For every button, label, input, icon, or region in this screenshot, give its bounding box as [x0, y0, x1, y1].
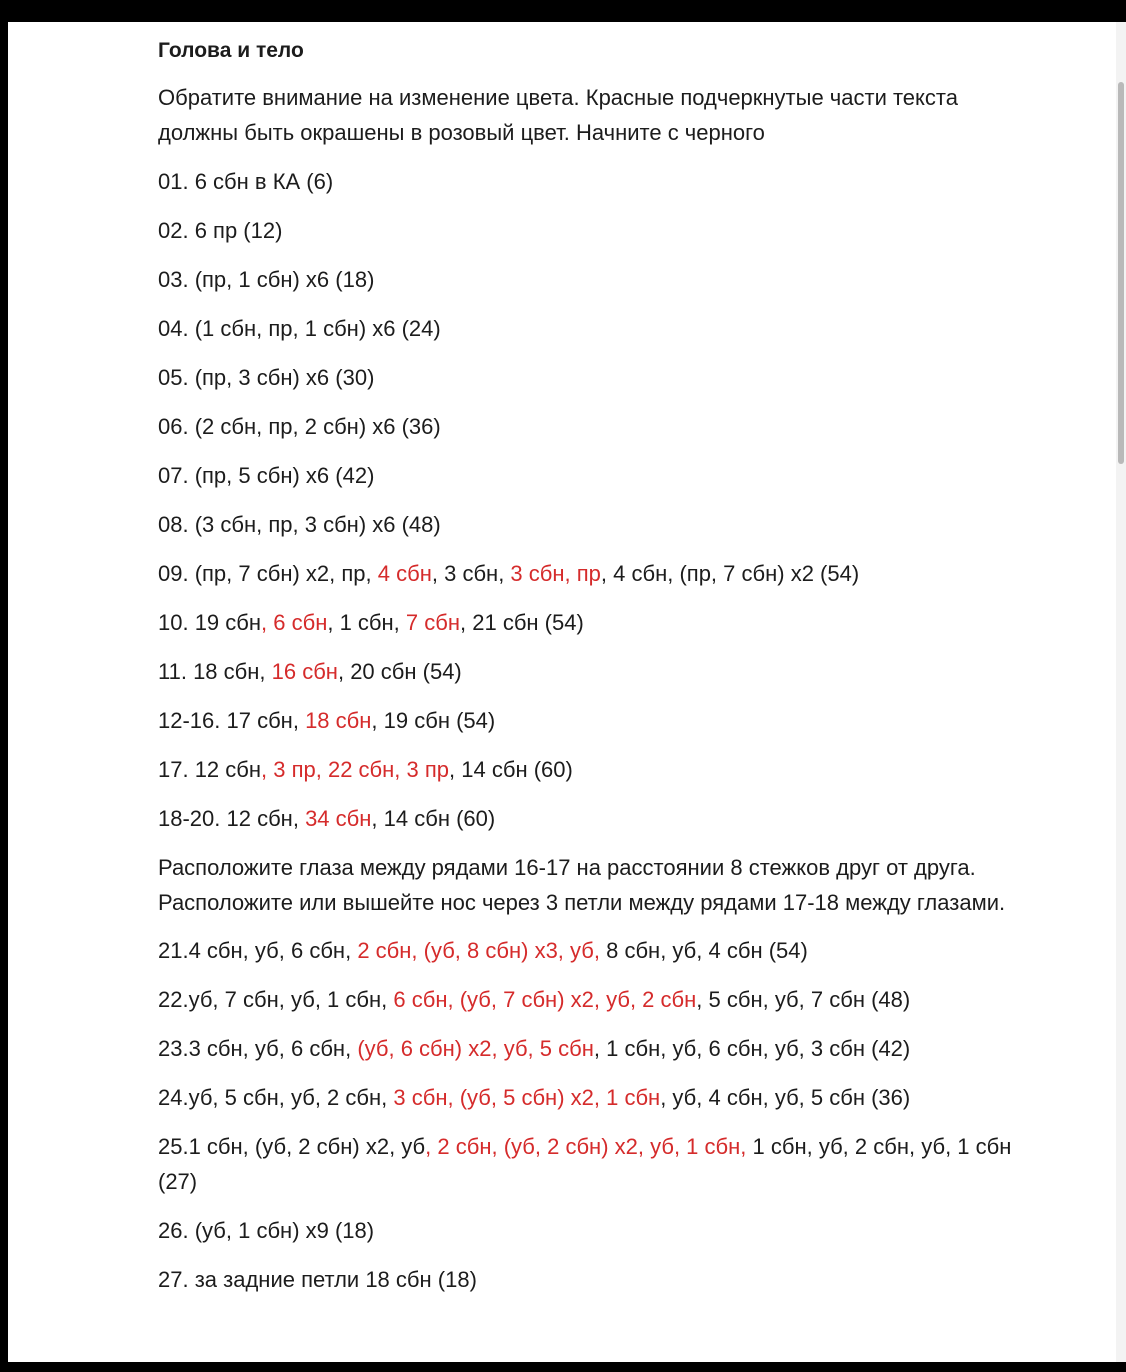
pattern-row	[158, 262, 1038, 297]
pattern-row	[158, 982, 1038, 1017]
pattern-row	[158, 164, 1038, 199]
highlight-segment: 6 сбн, (уб, 7 сбн) х2, уб, 2 сбн	[393, 987, 697, 1012]
text-segment: , уб, 4 сбн, уб, 5 сбн (36)	[660, 1085, 911, 1110]
pattern-row	[158, 703, 1038, 738]
pattern-row	[158, 933, 1038, 968]
eyes-note-paragraph: Расположите глаза между рядами 16-17 на расстоянии 8 стежков друг от друга. Расположите или вышейте нос через 3 петли между рядами 17-18 между глазами.	[158, 855, 1006, 915]
text-segment: , 21 сбн (54)	[460, 610, 584, 635]
text-segment: 10. 19 сбн	[158, 610, 262, 635]
text-segment: , 1 сбн,	[327, 610, 406, 635]
highlight-segment: 7 сбн	[405, 610, 461, 635]
text-segment: 04. (1 сбн, пр, 1 сбн) х6 (24)	[158, 316, 441, 341]
scrollbar-thumb[interactable]	[1118, 82, 1124, 464]
text-segment: 21.4 сбн, уб, 6 сбн,	[158, 938, 358, 963]
text-segment: 01. 6 сбн в КА (6)	[158, 169, 334, 194]
pattern-row	[158, 605, 1038, 640]
highlight-segment: , 6 сбн	[261, 610, 328, 635]
highlight-segment: (уб, 6 сбн) х2, уб, 5 сбн	[357, 1036, 594, 1061]
pattern-row	[158, 1080, 1038, 1115]
highlight-segment: 3 сбн, (уб, 5 сбн) х2, 1 сбн	[393, 1085, 661, 1110]
highlight-segment: 4 сбн	[377, 561, 432, 586]
text-segment: , 1 сбн, уб, 6 сбн, уб, 3 сбн (42)	[593, 1036, 911, 1061]
text-segment: , 20 сбн (54)	[337, 659, 462, 684]
text-segment: , 14 сбн (60)	[449, 757, 573, 782]
text-segment: 07. (пр, 5 сбн) х6 (42)	[158, 463, 375, 488]
pattern-row	[158, 311, 1038, 346]
text-segment: , 4 сбн, (пр, 7 сбн) х2 (54)	[600, 561, 860, 586]
text-segment: 27. за задние петли 18 сбн (18)	[158, 1267, 477, 1292]
scrollbar-track[interactable]	[1116, 22, 1126, 1362]
text-segment: , 5 сбн, уб, 7 сбн (48)	[696, 987, 911, 1012]
text-segment: 18-20. 12 сбн,	[158, 806, 306, 831]
pattern-row	[158, 654, 1038, 689]
highlight-segment: 2 сбн, (уб, 8 сбн) х3, уб,	[357, 938, 600, 963]
highlight-segment: 18 сбн	[305, 708, 372, 733]
pattern-row	[158, 507, 1038, 542]
pattern-row	[158, 556, 1038, 591]
text-segment: 24.уб, 5 сбн, уб, 2 сбн,	[158, 1085, 394, 1110]
pattern-rows-head	[158, 164, 1038, 836]
highlight-segment: 34 сбн	[305, 806, 372, 831]
text-segment: 08. (3 сбн, пр, 3 сбн) х6 (48)	[158, 512, 441, 537]
pattern-row	[158, 409, 1038, 444]
text-segment: , 14 сбн (60)	[371, 806, 496, 831]
text-segment: , 3 сбн,	[431, 561, 511, 586]
section-title: Голова и тело	[158, 39, 304, 62]
pattern-row	[158, 1031, 1038, 1066]
text-segment: 8 сбн, уб, 4 сбн (54)	[600, 938, 808, 963]
text-segment: 11. 18 сбн,	[158, 659, 272, 684]
text-segment: 26. (уб, 1 сбн) х9 (18)	[158, 1218, 375, 1243]
pattern-row	[158, 213, 1038, 248]
text-segment: 23.3 сбн, уб, 6 сбн,	[158, 1036, 358, 1061]
text-segment: 1 сбн, уб, 2 сбн, уб, 1 сбн (27)	[158, 1134, 1012, 1194]
pattern-row	[158, 801, 1038, 836]
text-segment: 09. (пр, 7 сбн) х2, пр,	[158, 561, 378, 586]
text-segment: 22.уб, 7 сбн, уб, 1 сбн,	[158, 987, 394, 1012]
text-segment: 25.1 сбн, (уб, 2 сбн) х2, уб	[158, 1134, 426, 1159]
highlight-segment: , 2 сбн, (уб, 2 сбн) х2, уб, 1 сбн,	[425, 1134, 747, 1159]
highlight-segment: , 3 пр, 22 сбн, 3 пр	[261, 757, 450, 782]
text-segment: 17. 12 сбн	[158, 757, 262, 782]
pattern-rows-body	[158, 933, 1038, 1297]
pattern-row	[158, 1213, 1038, 1248]
text-segment: 05. (пр, 3 сбн) х6 (30)	[158, 365, 375, 390]
pattern-row	[158, 458, 1038, 493]
highlight-segment: 3 сбн, пр	[510, 561, 601, 586]
text-segment: 03. (пр, 1 сбн) х6 (18)	[158, 267, 375, 292]
intro-paragraph: Обратите внимание на изменение цвета. Красные подчеркнутые части текста должны быть окрашены в розовый цвет. Начните с черного	[158, 85, 958, 145]
pattern-row	[158, 360, 1038, 395]
text-segment: 12-16. 17 сбн,	[158, 708, 306, 733]
highlight-segment: 16 сбн	[271, 659, 338, 684]
pattern-row	[158, 752, 1038, 787]
text-segment: 06. (2 сбн, пр, 2 сбн) х6 (36)	[158, 414, 441, 439]
pattern-row	[158, 1262, 1038, 1297]
pattern-row	[158, 1129, 1038, 1199]
text-segment: , 19 сбн (54)	[371, 708, 496, 733]
text-segment: 02. 6 пр (12)	[158, 218, 283, 243]
document-content	[158, 36, 1038, 1297]
